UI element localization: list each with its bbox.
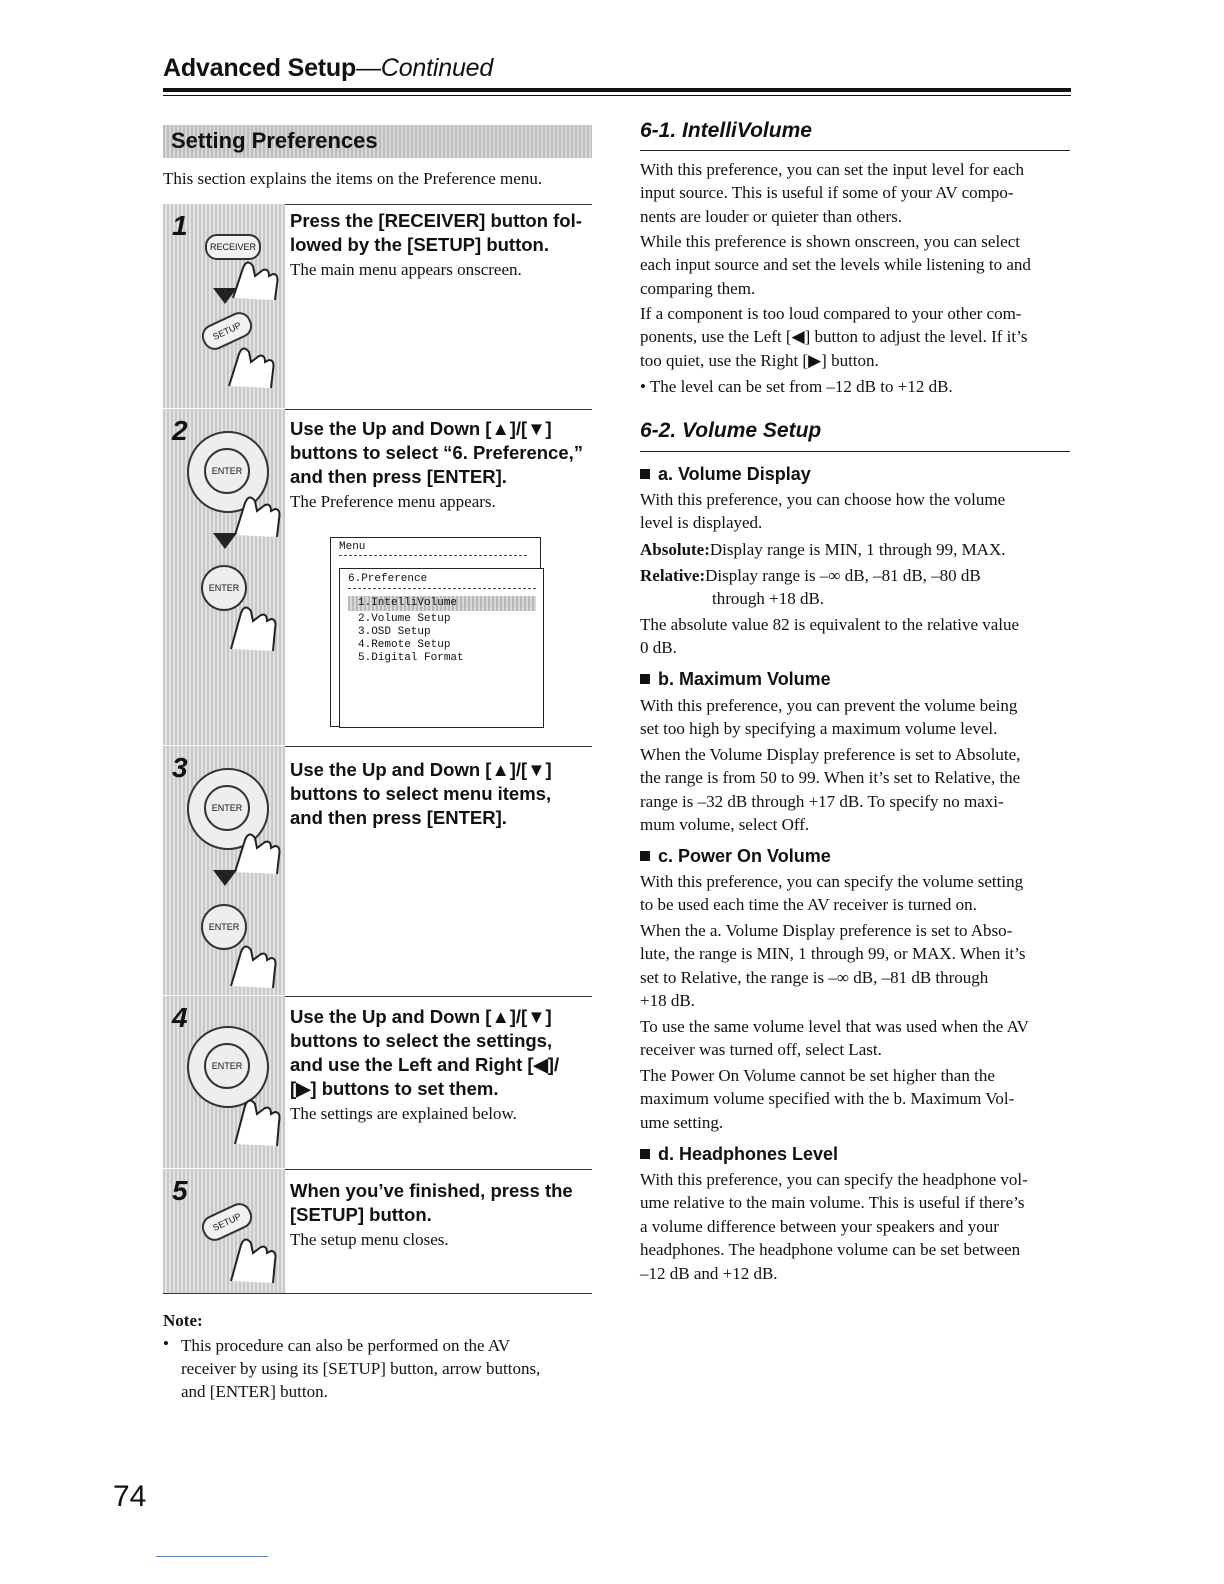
- text-line: With this preference, you can specify the headphone vol-: [640, 1170, 1028, 1189]
- step-4-number: 4: [172, 1002, 188, 1033]
- headphones-level-heading: [640, 1144, 838, 1165]
- square-bullet-icon: [640, 1149, 650, 1159]
- text-line: 0 dB.: [640, 638, 677, 658]
- step-1-separator: [285, 204, 592, 205]
- text-line: The absolute value 82 is equivalent to the relative value: [640, 615, 1020, 634]
- step-4-text: [290, 1005, 592, 1125]
- setup-button-icon: SETUP: [198, 1199, 256, 1245]
- step-5-heading-line: [SETUP] button.: [290, 1204, 432, 1225]
- text-line: lute, the range is MIN, 1 through 99, or MAX. When it’s: [640, 944, 1026, 964]
- subheading-text: a. Volume Display: [658, 464, 811, 484]
- step-2-heading-line: Use the Up and Down [▲]/[▼]: [290, 418, 552, 439]
- section-intro: This section explains the items on the Preference menu.: [163, 169, 543, 188]
- text-line: too quiet, use the Right [▶] button.: [640, 350, 879, 370]
- setup-button-icon: SETUP: [198, 308, 256, 354]
- step-5-separator: [285, 1169, 592, 1170]
- section-6-1-rule: [640, 150, 1070, 151]
- step-2-body: The Preference menu appears.: [290, 492, 496, 511]
- maximum-volume-heading: [640, 669, 831, 690]
- step-2-text: [290, 417, 592, 513]
- menu-item-intellivolume[interactable]: 1.IntelliVolume: [358, 597, 458, 609]
- subheading-text: b. Maximum Volume: [658, 669, 831, 689]
- page-header-title: [163, 54, 493, 83]
- section-6-2-title: 6-2. Volume Setup: [640, 419, 822, 442]
- step-1-number: 1: [172, 210, 188, 241]
- power-on-volume-para-2: [640, 919, 1072, 1013]
- preference-submenu: [339, 568, 544, 728]
- text-line: With this preference, you can choose how the volume: [640, 490, 1006, 509]
- arrow-down-icon: [213, 533, 237, 549]
- step-3-heading-line: buttons to select menu items,: [290, 783, 552, 804]
- text-line: With this preference, you can set the input level for each: [640, 160, 1025, 179]
- text-line: With this preference, you can specify the volume setting: [640, 872, 1024, 891]
- step-2-illustration: [163, 409, 285, 745]
- step-4-heading-line: and use the Left and Right [◀]/: [290, 1054, 560, 1075]
- text-line: receiver was turned off, select Last.: [640, 1040, 882, 1060]
- text-line: the range is from 50 to 99. When it’s set to Relative, the: [640, 768, 1021, 788]
- pressing-hand-icon: [221, 1221, 281, 1287]
- text-line: –12 dB and +12 dB.: [640, 1263, 778, 1283]
- text-line: range is –32 dB through +17 dB. To specify no maxi-: [640, 791, 1004, 811]
- text-line: set to Relative, the range is –∞ dB, –81 dB through: [640, 967, 989, 987]
- text-line: maximum volume specified with the b. Maximum Vol-: [640, 1089, 1015, 1109]
- text-line: nents are louder or quieter than others.: [640, 206, 902, 226]
- text-line: ume setting.: [640, 1112, 724, 1132]
- text-line: headphones. The headphone volume can be set between: [640, 1240, 1021, 1260]
- note-line: receiver by using its [SETUP] button, arrow buttons,: [181, 1359, 541, 1378]
- intellivolume-para-3: [640, 302, 1072, 372]
- text-line: When the a. Volume Display preference is set to Abso-: [640, 921, 1013, 940]
- volume-display-para-1: [640, 488, 1072, 535]
- term-label: Absolute:: [640, 540, 710, 559]
- note-body: [181, 1334, 591, 1403]
- subheading-text: d. Headphones Level: [658, 1144, 839, 1164]
- pressing-hand-icon: [221, 928, 281, 992]
- step-2-heading-line: and then press [ENTER].: [290, 466, 507, 487]
- preference-menu-screen: [330, 537, 541, 727]
- menu-item-osd-setup[interactable]: 3.OSD Setup: [358, 626, 431, 638]
- term-text: Display range is –∞ dB, –81 dB, –80 dB: [705, 566, 981, 585]
- section-title: Setting Preferences: [171, 128, 378, 153]
- note-line: This procedure can also be performed on the AV: [181, 1336, 511, 1355]
- text-line: each input source and set the levels while listening to and: [640, 255, 1031, 275]
- term-text: Display range is MIN, 1 through 99, MAX.: [709, 540, 1006, 559]
- text-line: level is displayed.: [640, 513, 763, 533]
- enter-button-icon: ENTER: [204, 785, 250, 831]
- arrow-down-icon: [213, 288, 237, 304]
- intellivolume-bullet: • The level can be set from –12 dB to +12 dB.: [640, 377, 953, 396]
- step-1-body: The main menu appears onscreen.: [290, 260, 522, 279]
- menu-item-remote-setup[interactable]: 4.Remote Setup: [358, 639, 451, 651]
- text-line: With this preference, you can prevent the volume being: [640, 696, 1018, 715]
- enter-button-icon: ENTER: [201, 565, 247, 611]
- step-4-body: The settings are explained below.: [290, 1104, 517, 1123]
- pressing-hand-icon: [221, 589, 281, 655]
- header-title-continued: —Continued: [356, 54, 494, 82]
- text-line: +18 dB.: [640, 991, 695, 1011]
- term-text: through +18 dB.: [712, 589, 825, 609]
- text-line: The Power On Volume cannot be set higher than the: [640, 1066, 995, 1085]
- step-5-text: [290, 1179, 592, 1251]
- submenu-title: 6.Preference: [348, 573, 428, 585]
- maximum-volume-para-2: [640, 743, 1072, 837]
- step-4-heading-line: buttons to select the settings,: [290, 1030, 553, 1051]
- square-bullet-icon: [640, 469, 650, 479]
- note-label: Note:: [163, 1311, 203, 1330]
- header-rule-thick: [163, 88, 1071, 92]
- text-line: input source. This is useful if some of your AV compo-: [640, 183, 1014, 203]
- step-2-number: 2: [172, 415, 188, 446]
- step-3-text: [290, 758, 592, 830]
- text-line: While this preference is shown onscreen, you can select: [640, 232, 1020, 251]
- step-3-illustration: [163, 746, 285, 995]
- subheading-text: c. Power On Volume: [658, 846, 831, 866]
- note-bullet: •: [163, 1334, 169, 1353]
- footer-line: [156, 1556, 268, 1557]
- text-line: ponents, use the Left [◀] button to adjust the level. If it’s: [640, 327, 1028, 347]
- term-label: Relative:: [640, 566, 706, 585]
- menu-item-volume-setup[interactable]: 2.Volume Setup: [358, 613, 451, 625]
- power-on-volume-heading: [640, 846, 831, 867]
- text-line: comparing them.: [640, 278, 756, 298]
- step-5-heading-line: When you’ve finished, press the: [290, 1180, 573, 1201]
- text-line: a volume difference between your speakers and your: [640, 1216, 999, 1236]
- headphones-level-para: [640, 1168, 1072, 1285]
- section-6-2-rule: [640, 451, 1070, 452]
- step-5-illustration: [163, 1169, 285, 1293]
- pressing-hand-icon: [225, 481, 285, 541]
- step-3-heading-line: and then press [ENTER].: [290, 807, 507, 828]
- step-1-text: [290, 209, 592, 281]
- absolute-definition: [640, 538, 1072, 561]
- step-4-heading-line: Use the Up and Down [▲]/[▼]: [290, 1006, 552, 1027]
- maximum-volume-para-1: [640, 694, 1072, 741]
- power-on-volume-para-4: [640, 1064, 1072, 1134]
- submenu-title-rule: [348, 588, 536, 589]
- volume-display-heading: [640, 464, 811, 485]
- menu-item-digital-format[interactable]: 5.Digital Format: [358, 652, 464, 664]
- step-4-heading-line: [▶] buttons to set them.: [290, 1078, 499, 1099]
- note-line: and [ENTER] button.: [181, 1382, 328, 1401]
- volume-display-para-2: [640, 613, 1072, 660]
- section-banner: [163, 125, 592, 158]
- step-2-heading-line: buttons to select “6. Preference,”: [290, 442, 584, 463]
- intellivolume-para-1: [640, 158, 1072, 228]
- enter-button-icon: ENTER: [204, 448, 250, 494]
- steps-bottom-rule: [163, 1293, 592, 1294]
- text-line: set too high by specifying a maximum volume level.: [640, 719, 998, 739]
- step-4-separator: [285, 996, 592, 997]
- step-3-number: 3: [172, 752, 188, 783]
- menu-title-rule: [339, 555, 527, 556]
- text-line: to be used each time the AV receiver is turned on.: [640, 895, 977, 915]
- step-5-number: 5: [172, 1175, 188, 1206]
- step-1-heading-line: Press the [RECEIVER] button fol-: [290, 210, 582, 231]
- step-3-separator: [285, 746, 592, 747]
- header-title-main: Advanced Setup: [163, 54, 357, 82]
- enter-button-icon: ENTER: [204, 1043, 250, 1089]
- square-bullet-icon: [640, 851, 650, 861]
- text-line: To use the same volume level that was used when the AV: [640, 1017, 1029, 1036]
- text-line: mum volume, select Off.: [640, 815, 810, 835]
- enter-button-icon: ENTER: [201, 904, 247, 950]
- header-rule-thin: [163, 95, 1071, 96]
- square-bullet-icon: [640, 674, 650, 684]
- arrow-down-icon: [213, 870, 237, 886]
- step-1-illustration: [163, 204, 285, 408]
- menu-title: Menu: [339, 541, 366, 553]
- step-1-heading-line: lowed by the [SETUP] button.: [290, 234, 549, 255]
- power-on-volume-para-1: [640, 870, 1072, 917]
- step-5-body: The setup menu closes.: [290, 1230, 449, 1249]
- power-on-volume-para-3: [640, 1015, 1072, 1062]
- relative-definition: [640, 564, 1072, 611]
- pressing-hand-icon: [225, 1080, 285, 1150]
- step-4-illustration: [163, 996, 285, 1168]
- text-line: ume relative to the main volume. This is useful if there’s: [640, 1193, 1025, 1213]
- step-3-heading-line: Use the Up and Down [▲]/[▼]: [290, 759, 552, 780]
- page-number: 74: [113, 1480, 147, 1513]
- pressing-hand-icon: [225, 818, 285, 878]
- section-6-1-title: 6-1. IntelliVolume: [640, 119, 812, 142]
- intellivolume-para-2: [640, 230, 1072, 300]
- receiver-button-icon: RECEIVER: [205, 234, 261, 260]
- step-2-separator: [285, 409, 592, 410]
- text-line: When the Volume Display preference is set to Absolute,: [640, 745, 1021, 764]
- pressing-hand-icon: [219, 332, 279, 392]
- text-line: If a component is too loud compared to your other com-: [640, 304, 1022, 323]
